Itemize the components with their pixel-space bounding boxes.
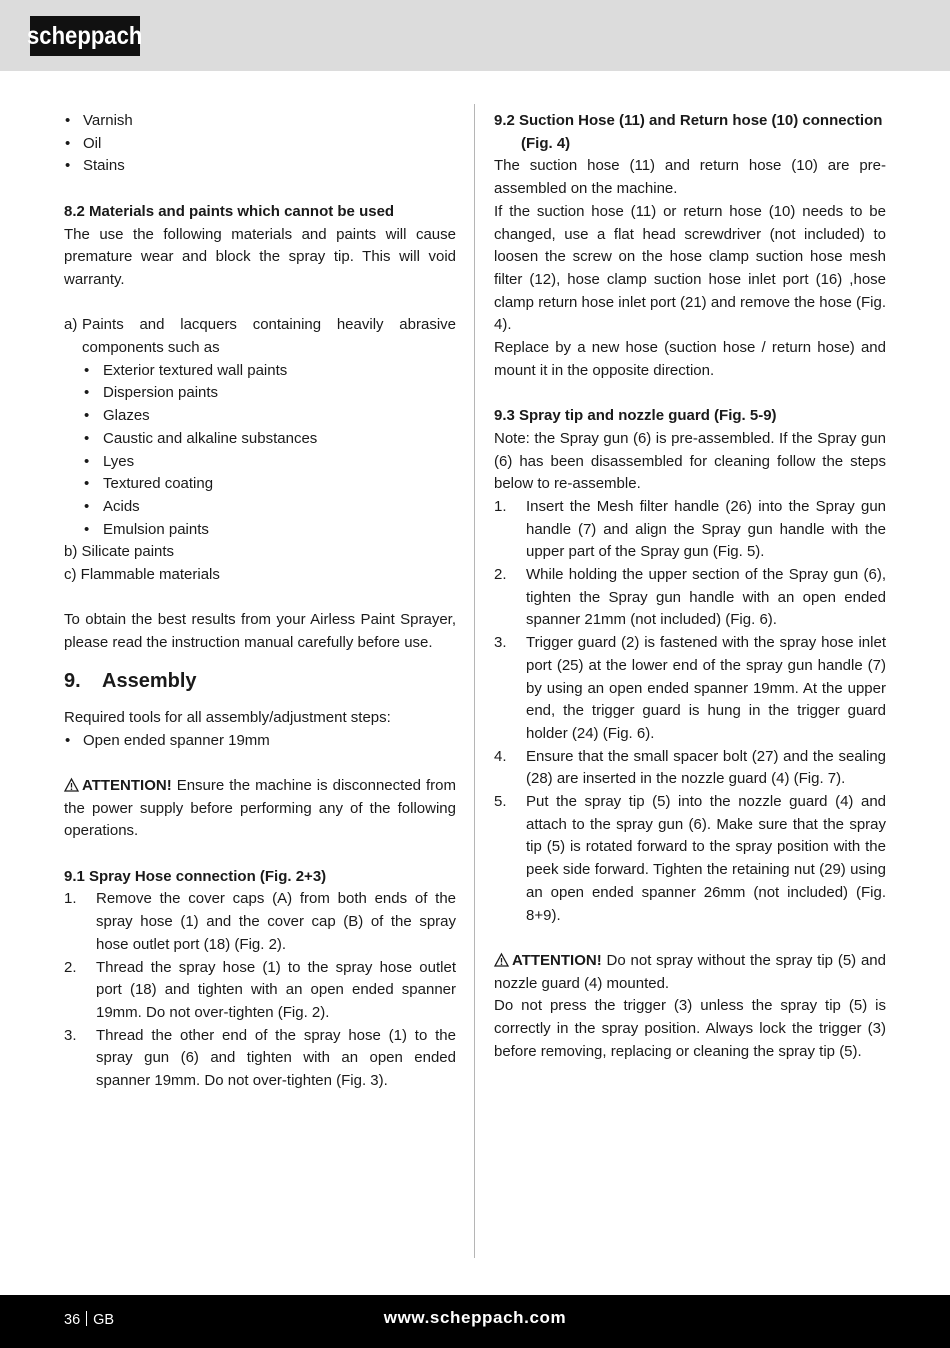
numbered-step: [494, 791, 886, 927]
paragraph: Required tools for all assembly/adjustment steps:: [64, 708, 391, 726]
paragraph: The suction hose (11) and return hose (10) are pre-assembled on the machine.: [494, 157, 886, 198]
section-heading-9-1: 9.1 Spray Hose connection (Fig. 2+3): [64, 867, 327, 885]
list-item: • Stains: [64, 155, 456, 178]
section-title: Assembly: [102, 669, 197, 692]
step-number: 2.: [64, 958, 77, 976]
numbered-step: [494, 632, 886, 746]
step-number: 4.: [494, 747, 507, 765]
attention-text: Do not spray without the spray tip (5) and nozzle guard (4) mounted.: [494, 951, 886, 992]
paragraph: Do not press the trigger (3) unless the spray tip (5) is correctly in the spray position. Always lock the trigger (3) before removing, replacing or cleaning the spray tip (5).: [494, 997, 886, 1060]
numbered-step: [64, 888, 456, 956]
sub-list-item: • Acids: [64, 496, 456, 519]
step-number: 3.: [494, 634, 507, 652]
numbered-step: [64, 957, 456, 1025]
attention-label: ATTENTION!: [82, 776, 172, 794]
step-number: 5.: [494, 793, 507, 811]
section-heading-9: [64, 666, 456, 696]
attention-notice: [494, 950, 886, 995]
attention-notice: [64, 775, 456, 843]
numbered-step: [494, 746, 886, 791]
language-code: GB: [93, 1312, 115, 1328]
numbered-step: [494, 564, 886, 632]
page-number-value: 36: [64, 1312, 81, 1328]
list-item: • Open ended spanner 19mm: [64, 730, 456, 753]
step-number: 1.: [494, 497, 507, 515]
step-text: Put the spray tip (5) into the nozzle guard (4) and attach to the spray gun (6). Make sure that the spray tip (5) is rotated forward to the spray position with the peek side forward. Tighten the retaining nut (29) using an open ended spanner 26mm (not included) (Fig. 8+9).: [526, 793, 886, 924]
list-item-a: [64, 314, 456, 359]
step-text: Remove the cover caps (A) from both ends of the spray hose (1) and the cover cap (B) of the spray hose outlet port (18) (Fig. 2).: [96, 890, 456, 953]
step-text: Thread the other end of the spray hose (1) to the spray gun (6) and tighten with an open ended spanner 19mm. Do not over-tighten (Fig. 3).: [96, 1026, 456, 1090]
step-text: Ensure that the small spacer bolt (27) and the sealing (28) are inserted in the nozzle guard (4) (Fig. 7).: [526, 747, 886, 788]
step-text: Thread the spray hose (1) to the spray hose outlet port (18) and tighten with an open ended spanner 19mm. Do not over-tighten (Fig. 2).: [96, 958, 456, 1021]
item-label: a): [64, 316, 78, 334]
step-number: 1.: [64, 890, 77, 908]
numbered-step: [64, 1025, 456, 1093]
numbered-step: [494, 496, 886, 564]
warning-icon: [494, 953, 509, 967]
left-column: [64, 110, 456, 1093]
list-item-c: c) Flammable materials: [64, 566, 220, 584]
sub-list-item: • Caustic and alkaline substances: [64, 428, 456, 451]
step-text: Insert the Mesh filter handle (26) into the Spray gun handle (7) and align the Spray gun handle with the upper part of the Spray gun (Fig. 5).: [526, 497, 886, 561]
warning-icon: [64, 778, 79, 792]
step-number: 2.: [494, 566, 507, 584]
section-heading-9-3: 9.3 Spray tip and nozzle guard (Fig. 5-9): [494, 407, 777, 425]
logo-wordmark: [27, 19, 143, 53]
website-link[interactable]: www.scheppach.com: [383, 1308, 567, 1327]
list-item: • Oil: [64, 133, 456, 156]
sub-list-item: • Glazes: [64, 405, 456, 428]
item-text: Paints and lacquers containing heavily abrasive components such as: [82, 316, 456, 356]
section-number: 9.: [64, 669, 81, 692]
sub-list-item: • Dispersion paints: [64, 382, 456, 405]
list-item-b: b) Silicate paints: [64, 543, 175, 561]
column-divider: [474, 104, 475, 1258]
section-heading-9-2: 9.2 Suction Hose (11) and Return hose (10) connection (Fig. 4): [494, 112, 883, 152]
sub-list-item: • Exterior textured wall paints: [64, 360, 456, 383]
page-header: [0, 0, 950, 71]
sub-list-item: • Lyes: [64, 451, 456, 474]
step-number: 3.: [64, 1026, 77, 1044]
scheppach-logo: [27, 16, 143, 56]
paragraph: Replace by a new hose (suction hose / return hose) and mount it in the opposite direction.: [494, 339, 886, 379]
step-text: While holding the upper section of the Spray gun (6), tighten the Spray gun handle with an open ended spanner 21mm (not included) (Fig. 6).: [526, 566, 886, 629]
sub-list-item: • Textured coating: [64, 473, 456, 496]
step-text: Trigger guard (2) is fastened with the spray hose inlet port (25) at the lower end of the spray gun handle (7) by using an open ended spanner 19mm. At the upper end, the trigger guard is hung in the trigger guard holder (24) (Fig. 6).: [526, 634, 886, 742]
attention-label: ATTENTION!: [512, 951, 602, 969]
attention-text: Ensure the machine is disconnected from the power supply before performing any of the following operations.: [64, 776, 456, 840]
sub-list-item: • Emulsion paints: [64, 519, 456, 542]
paragraph: The use the following materials and paints will cause premature wear and block the spray tip. This will void warranty.: [64, 225, 456, 288]
section-heading-8-2: 8.2 Materials and paints which cannot be used: [64, 202, 395, 220]
paragraph: To obtain the best results from your Airless Paint Sprayer, please read the instruction manual carefully before use.: [64, 611, 456, 652]
logo-text: scheppach: [27, 22, 143, 51]
paragraph: If the suction hose (11) or return hose (10) needs to be changed, use a flat head screwdriver (not included) to loosen the screw on the hose clamp suction hose mesh filter (12), hose clamp suction hose inlet port (16) ,hose clamp return hose inlet port (21) and remove the hose (Fig. 4).: [494, 202, 886, 334]
page-footer: [0, 1295, 950, 1348]
paragraph: Note: the Spray gun (6) is pre-assembled. If the Spray gun (6) has been disassembled for cleaning follow the steps below to re-assemble.: [494, 429, 886, 493]
right-column: [494, 110, 886, 1064]
list-item: • Varnish: [64, 110, 456, 133]
